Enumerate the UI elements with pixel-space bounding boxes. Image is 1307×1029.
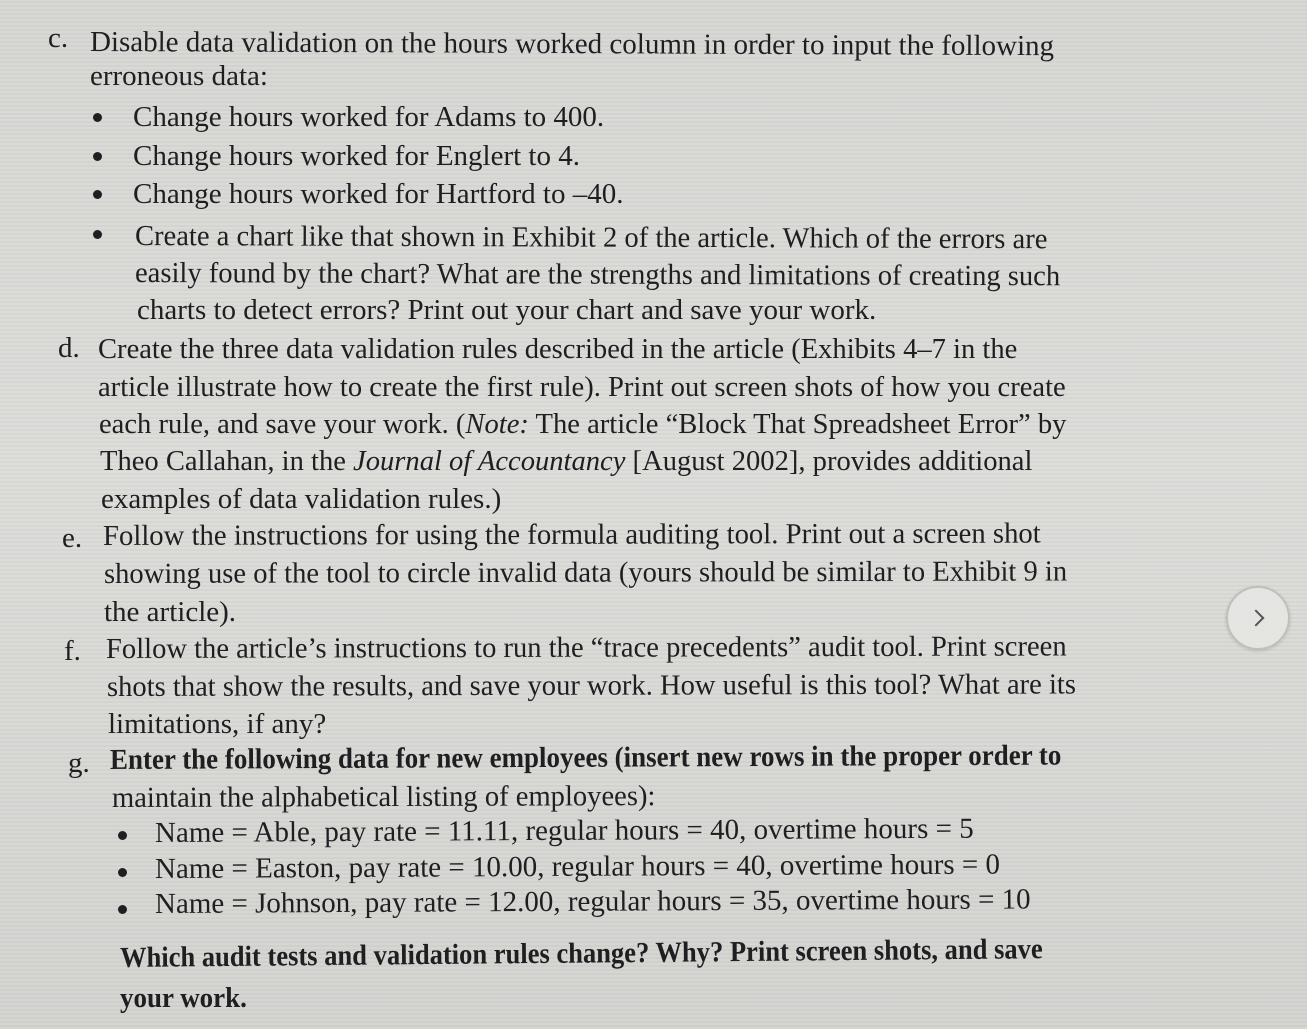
bullet-dot <box>93 230 102 239</box>
item-c-bullet-4-line-3: charts to detect errors? Print out your chart and save your work. <box>137 294 877 326</box>
bullet-dot <box>93 190 102 199</box>
item-d-line-2: article illustrate how to create the first rule). Print out screen shots of how you create <box>98 371 1066 403</box>
item-c-bullet-3: Change hours worked for Hartford to –40. <box>133 178 624 210</box>
item-g-line-1: Enter the following data for new employees (insert new rows in the proper order to <box>109 739 1062 776</box>
item-d-line-3-text-end: The article “Block That Spreadsheet Error” by <box>528 408 1067 440</box>
item-f-line-2: shots that show the results, and save your work. How useful is this tool? What are its <box>106 668 1077 703</box>
chevron-right-icon <box>1248 610 1265 627</box>
note-label: Note: <box>465 408 529 440</box>
item-c-line-2: erroneous data: <box>90 60 268 92</box>
bullet-dot <box>118 831 127 840</box>
item-d-line-5: examples of data validation rules.) <box>101 483 502 515</box>
item-d-line-4-text-end: [August 2002], provides additional <box>625 445 1033 477</box>
item-e-line-3: the article). <box>104 596 237 628</box>
journal-title: Journal of Accountancy <box>353 445 626 477</box>
item-label-d: d. <box>58 332 80 364</box>
bullet-dot <box>118 905 127 914</box>
item-d-line-4-text: Theo Callahan, in the <box>100 445 354 477</box>
bullet-dot <box>118 868 127 877</box>
bullet-dot <box>93 152 102 161</box>
item-d-line-3-text: each rule, and save your work. ( <box>99 408 466 440</box>
item-label-g: g. <box>68 747 90 779</box>
item-g-line-2: maintain the alphabetical listing of employees): <box>111 780 656 814</box>
item-g-bullet-3: Name = Johnson, pay rate = 12.00, regular hours = 35, overtime hours = 10 <box>154 883 1031 920</box>
item-f-line-1: Follow the article’s instructions to run the “trace precedents” audit tool. Print screen <box>105 630 1067 665</box>
item-c-bullet-1: Change hours worked for Adams to 400. <box>133 101 605 133</box>
item-c-line-1: Disable data validation on the hours worked column in order to input the following <box>89 26 1055 63</box>
next-page-button[interactable] <box>1226 586 1290 650</box>
item-g-bullet-1: Name = Able, pay rate = 11.11, regular hours = 40, overtime hours = 5 <box>154 812 974 849</box>
item-label-f: f. <box>64 635 81 667</box>
item-label-c: c. <box>48 22 69 54</box>
item-c-bullet-4-line-2: easily found by the chart? What are the strengths and limitations of creating such <box>134 257 1061 293</box>
item-d-line-4 <box>100 443 1032 479</box>
bullet-dot <box>93 113 102 122</box>
item-e-line-2: showing use of the tool to circle invalid data (yours should be similar to Exhibit 9 in <box>103 555 1068 590</box>
item-label-e: e. <box>62 522 83 554</box>
item-g-bullet-2: Name = Easton, pay rate = 10.00, regular hours = 40, overtime hours = 0 <box>154 848 1001 885</box>
item-d-line-3 <box>99 406 1066 442</box>
item-d-line-1: Create the three data validation rules described in the article (Exhibits 4–7 in the <box>98 333 1018 365</box>
item-c-bullet-2: Change hours worked for Englert to 4. <box>133 140 580 172</box>
item-e-line-1: Follow the instructions for using the formula auditing tool. Print out a screen shot <box>102 517 1041 552</box>
item-g-closing-line-1: Which audit tests and validation rules change? Why? Print screen shots, and save <box>119 933 1043 974</box>
item-f-line-3: limitations, if any? <box>108 708 327 740</box>
item-c-bullet-4-line-1: Create a chart like that shown in Exhibit 2 of the article. Which of the errors are <box>134 220 1048 256</box>
item-g-closing-line-2: your work. <box>120 982 247 1014</box>
